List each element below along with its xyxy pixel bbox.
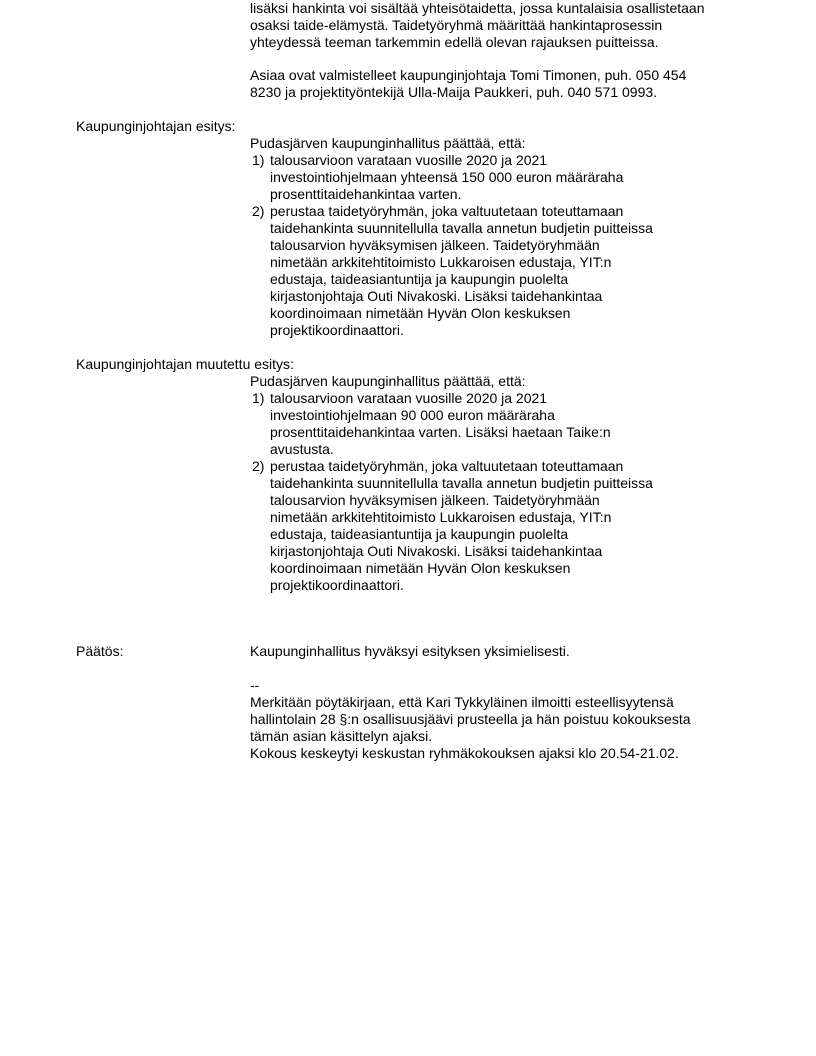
proposal-lead: Pudasjärven kaupunginhallitus päättää, että: [250,135,526,151]
modified-proposal-lead: Pudasjärven kaupunginhallitus päättää, että: [250,373,526,389]
item-number: 2) [252,203,265,219]
item-line: perustaa taidetyöryhmän, joka valtuutetaan toteuttamaan [270,203,624,219]
item-line: prosenttitaidehankintaa varten. Lisäksi haetaan Taike:n [270,424,611,440]
decision-note-line: hallintolain 28 §:n osallisuusjäävi prusteella ja hän poistuu kokouksesta [250,711,691,727]
item-number: 1) [252,152,265,168]
item-line: taidehankinta suunnitellulla tavalla annetun budjetin puitteissa [270,475,653,491]
item-line: taidehankinta suunnitellulla tavalla annetun budjetin puitteissa [270,220,653,236]
item-number: 1) [252,390,265,406]
decision-text: Kaupunginhallitus hyväksyi esityksen yksimielisesti. [250,643,570,659]
item-line: projektikoordinaattori. [270,577,404,593]
modified-proposal-label: Kaupunginjohtajan muutettu esitys: [76,356,294,372]
intro-line: lisäksi hankinta voi sisältää yhteisötaidetta, jossa kuntalaisia osallistetaan [250,0,705,16]
decision-label: Päätös: [76,643,124,659]
decision-note-line: tämän asian käsittelyn ajaksi. [250,728,433,744]
item-line: edustaja, taideasiantuntija ja kaupungin puolelta [270,271,569,287]
item-line: edustaja, taideasiantuntija ja kaupungin puolelta [270,526,569,542]
prepared-line: Asiaa ovat valmistelleet kaupunginjohtaja Tomi Timonen, puh. 050 454 [250,67,687,83]
item-line: perustaa taidetyöryhmän, joka valtuutetaan toteuttamaan [270,458,624,474]
proposal-label: Kaupunginjohtajan esitys: [76,118,236,134]
item-line: prosenttitaidehankintaa varten. [270,186,462,202]
item-line: koordinoimaan nimetään Hyvän Olon keskuksen [270,305,571,321]
intro-line: osaksi taide-elämystä. Taidetyöryhmä määrittää hankintaprosessin [250,17,663,33]
item-line: investointiohjelmaan yhteensä 150 000 euron määräraha [270,169,624,185]
item-line: talousarvion hyväksymisen jälkeen. Taidetyöryhmään [270,492,600,508]
item-line: talousarvioon varataan vuosille 2020 ja 2021 [270,152,548,168]
item-number: 2) [252,458,265,474]
decision-separator: -- [250,677,260,693]
item-line: projektikoordinaattori. [270,322,404,338]
prepared-line: 8230 ja projektityöntekijä Ulla-Maija Paukkeri, puh. 040 571 0993. [250,84,658,100]
item-line: investointiohjelmaan 90 000 euron määräraha [270,407,555,423]
item-line: kirjastonjohtaja Outi Nivakoski. Lisäksi taidehankintaa [270,288,603,304]
item-line: koordinoimaan nimetään Hyvän Olon keskuksen [270,560,571,576]
intro-line: yhteydessä teeman tarkemmin edellä olevan rajauksen puitteissa. [250,34,659,50]
item-line: avustusta. [270,441,334,457]
item-line: talousarvioon varataan vuosille 2020 ja 2021 [270,390,548,406]
item-line: kirjastonjohtaja Outi Nivakoski. Lisäksi taidehankintaa [270,543,603,559]
decision-note-line: Kokous keskeytyi keskustan ryhmäkokouksen ajaksi klo 20.54-21.02. [250,745,679,761]
item-line: nimetään arkkitehtitoimisto Lukkaroisen edustaja, YIT:n [270,509,612,525]
item-line: nimetään arkkitehtitoimisto Lukkaroisen edustaja, YIT:n [270,254,612,270]
decision-note-line: Merkitään pöytäkirjaan, että Kari Tykkyläinen ilmoitti esteellisyytensä [250,694,674,710]
item-line: talousarvion hyväksymisen jälkeen. Taidetyöryhmään [270,237,600,253]
